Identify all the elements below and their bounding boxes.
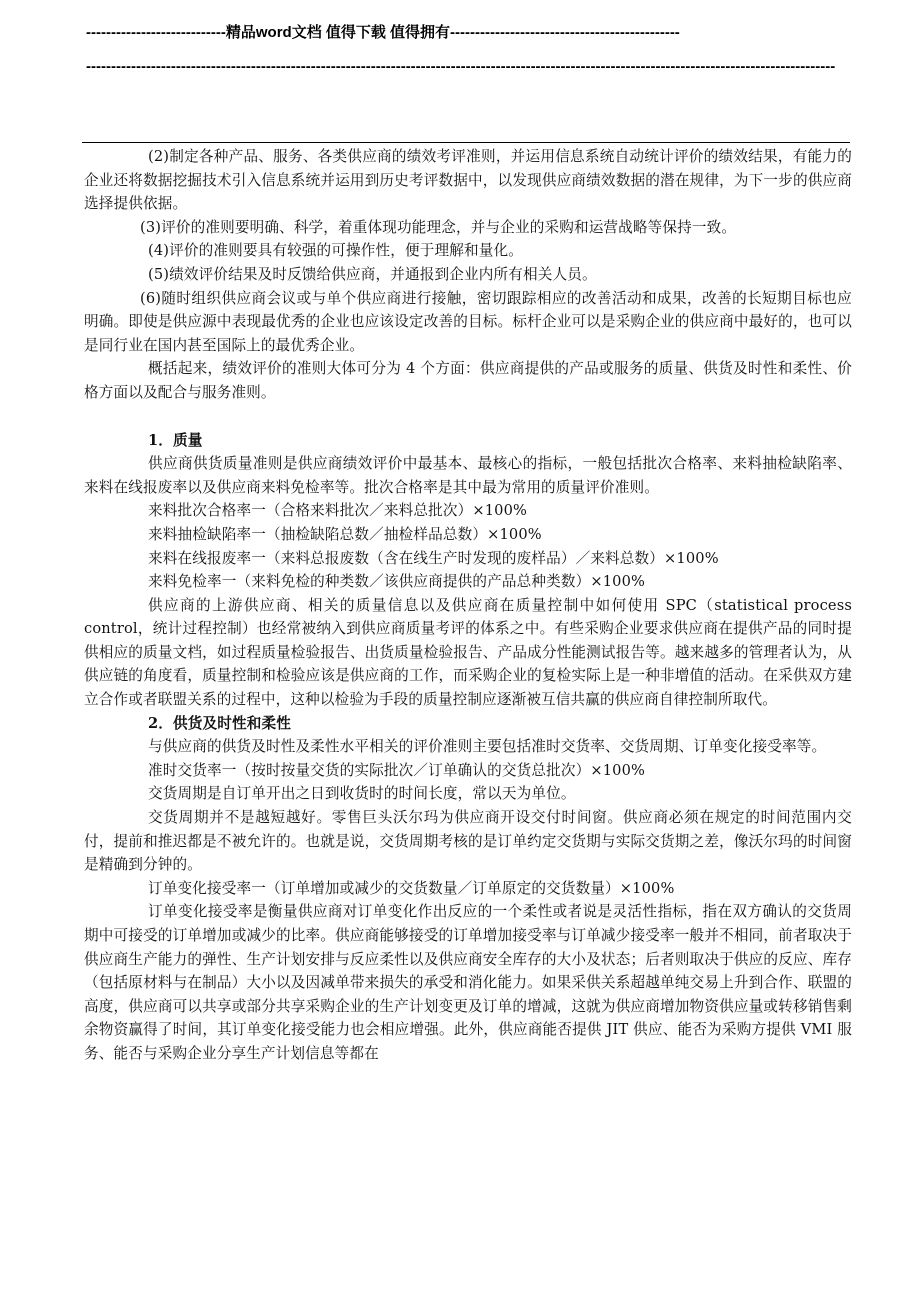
formula-sampling-defect-rate: 来料抽检缺陷率一（抽检缺陷总数／抽检样品总数）×100% xyxy=(148,525,542,543)
paragraph-gap xyxy=(84,405,852,429)
paragraph-delivery-intro: 与供应商的供货及时性及柔性水平相关的评价准则主要包括准时交货率、交货周期、订单变化接受率等。 xyxy=(148,738,827,756)
formula-exemption-rate: 来料免检率一（来料免检的种类数／该供应商提供的产品总种类数）×100% xyxy=(148,573,646,591)
formula-online-scrap-rate: 来料在线报废率一（来料总报废数（含在线生产时发现的废样品）／来料总数）×100% xyxy=(148,549,719,567)
paragraph-criteria-4: (4)评价的准则要具有较强的可操作性，便于理解和量化。 xyxy=(148,242,523,260)
paragraph-order-change: 订单变化接受率是衡量供应商对订单变化作出反应的一个柔性或者说是灵活性指标，指在双方确认的交货周期中可接受的订单增加或减少的比率。供应商能够接受的订单增加接受率与订单减少接受率一般并不相同，前者取决于供应商生产能力的弹性、生产计划安排与反应柔性以及供应商安全库存的大小及状态；后者则取决于供应的反应、库存（包括原材料与在制品）大小以及因减单带来损失的承受和消化能力。如果采供关系超越单纯交易上升到合作、联盟的高度，供应商可以共享或部分共享采购企业的生产计划变更及订单的增减，这就为供应商增加物资供应量或转移销售剩余物资赢得了时间，其订单变化接受能力也会相应增强。此外，供应商能否提供 JIT 供应、能否为采购方提供 VMI 服务、能否与采购企业分享生产计划信息等都在 xyxy=(84,903,852,1062)
paragraph-summary: 概括起来，绩效评价的准则大体可分为 4 个方面：供应商提供的产品或服务的质量、供货及时性和柔性、价格方面以及配合与服务准则。 xyxy=(84,360,852,401)
paragraph-quality-spc: 供应商的上游供应商、相关的质量信息以及供应商在质量控制中如何使用 SPC（statistical process control，统计过程控制）也经常被纳入到供应商质量考评的体系之中。有些采购企业要求供应商在提供产品的同时提供相应的质量文档，如过程质量检验报告、出货质量检验报告、产品成分性能测试报告等。越来越多的管理者认为，从供应链的角度看，质量控制和检验应该是供应商的工作，而采购企业的复检实际上是一种非增值的活动。在采供双方建立合作或者联盟关系的过程中，这种以检验为手段的质量控制应逐渐被互信共赢的供应商自律控制所取代。 xyxy=(84,596,852,709)
paragraph-criteria-2: (2)制定各种产品、服务、各类供应商的绩效考评准则，并运用信息系统自动统计评价的绩效结果，有能力的企业还将数据挖掘技术引入信息系统并运用到历史考评数据中，以发现供应商绩效数据的潜在规律，为下一步的供应商选择提供依据。 xyxy=(84,148,852,213)
formula-batch-pass-rate: 来料批次合格率一（合格来料批次／来料总批次）×100% xyxy=(148,502,528,520)
section-heading-quality: 1．质量 xyxy=(148,431,203,449)
header-dashes: ------------------------------------------------------------------------------------------------------------------------------------------------------ xyxy=(86,58,836,75)
formula-order-change-rate: 订单变化接受率一（订单增加或减少的交货数量／订单原定的交货数量）×100% xyxy=(148,879,675,897)
paragraph-lead-time-definition: 交货周期是自订单开出之日到收货时的时间长度，常以天为单位。 xyxy=(148,785,576,803)
document-body xyxy=(84,145,852,1066)
paragraph-criteria-6: (6)随时组织供应商会议或与单个供应商进行接触，密切跟踪相应的改善活动和成果，改善的长短期目标也应明确。即使是供应源中表现最优秀的企业也应该设定改善的目标。标杆企业可以是采购企业的供应商中最好的，也可以是同行业在国内甚至国际上的最优秀企业。 xyxy=(84,289,852,354)
paragraph-criteria-5: (5)绩效评价结果及时反馈给供应商，并通报到企业内所有相关人员。 xyxy=(148,265,597,283)
formula-on-time-rate: 准时交货率一（按时按量交货的实际批次／订单确认的交货总批次）×100% xyxy=(148,761,646,779)
paragraph-criteria-3: (3)评价的准则要明确、科学，着重体现功能理念，并与企业的采购和运营战略等保持一致。 xyxy=(140,218,737,236)
header-banner: ----------------------------精品word文档 值得下载 值得拥有---------------------------------------------- xyxy=(86,24,680,41)
paragraph-lead-time-walmart: 交货周期并不是越短越好。零售巨头沃尔玛为供应商开设交付时间窗。供应商必须在规定的时间范围内交付，提前和推迟都是不被允许的。也就是说，交货周期考核的是订单约定交货期与实际交货期之差，像沃尔玛的时间窗是精确到分钟的。 xyxy=(84,809,852,874)
header-rule xyxy=(82,142,850,143)
section-heading-delivery: 2．供货及时性和柔性 xyxy=(148,714,291,732)
paragraph-quality-intro: 供应商供货质量准则是供应商绩效评价中最基本、最核心的指标，一般包括批次合格率、来料抽检缺陷率、来料在线报废率以及供应商来料免检率等。批次合格率是其中最为常用的质量评价准则。 xyxy=(84,455,852,496)
